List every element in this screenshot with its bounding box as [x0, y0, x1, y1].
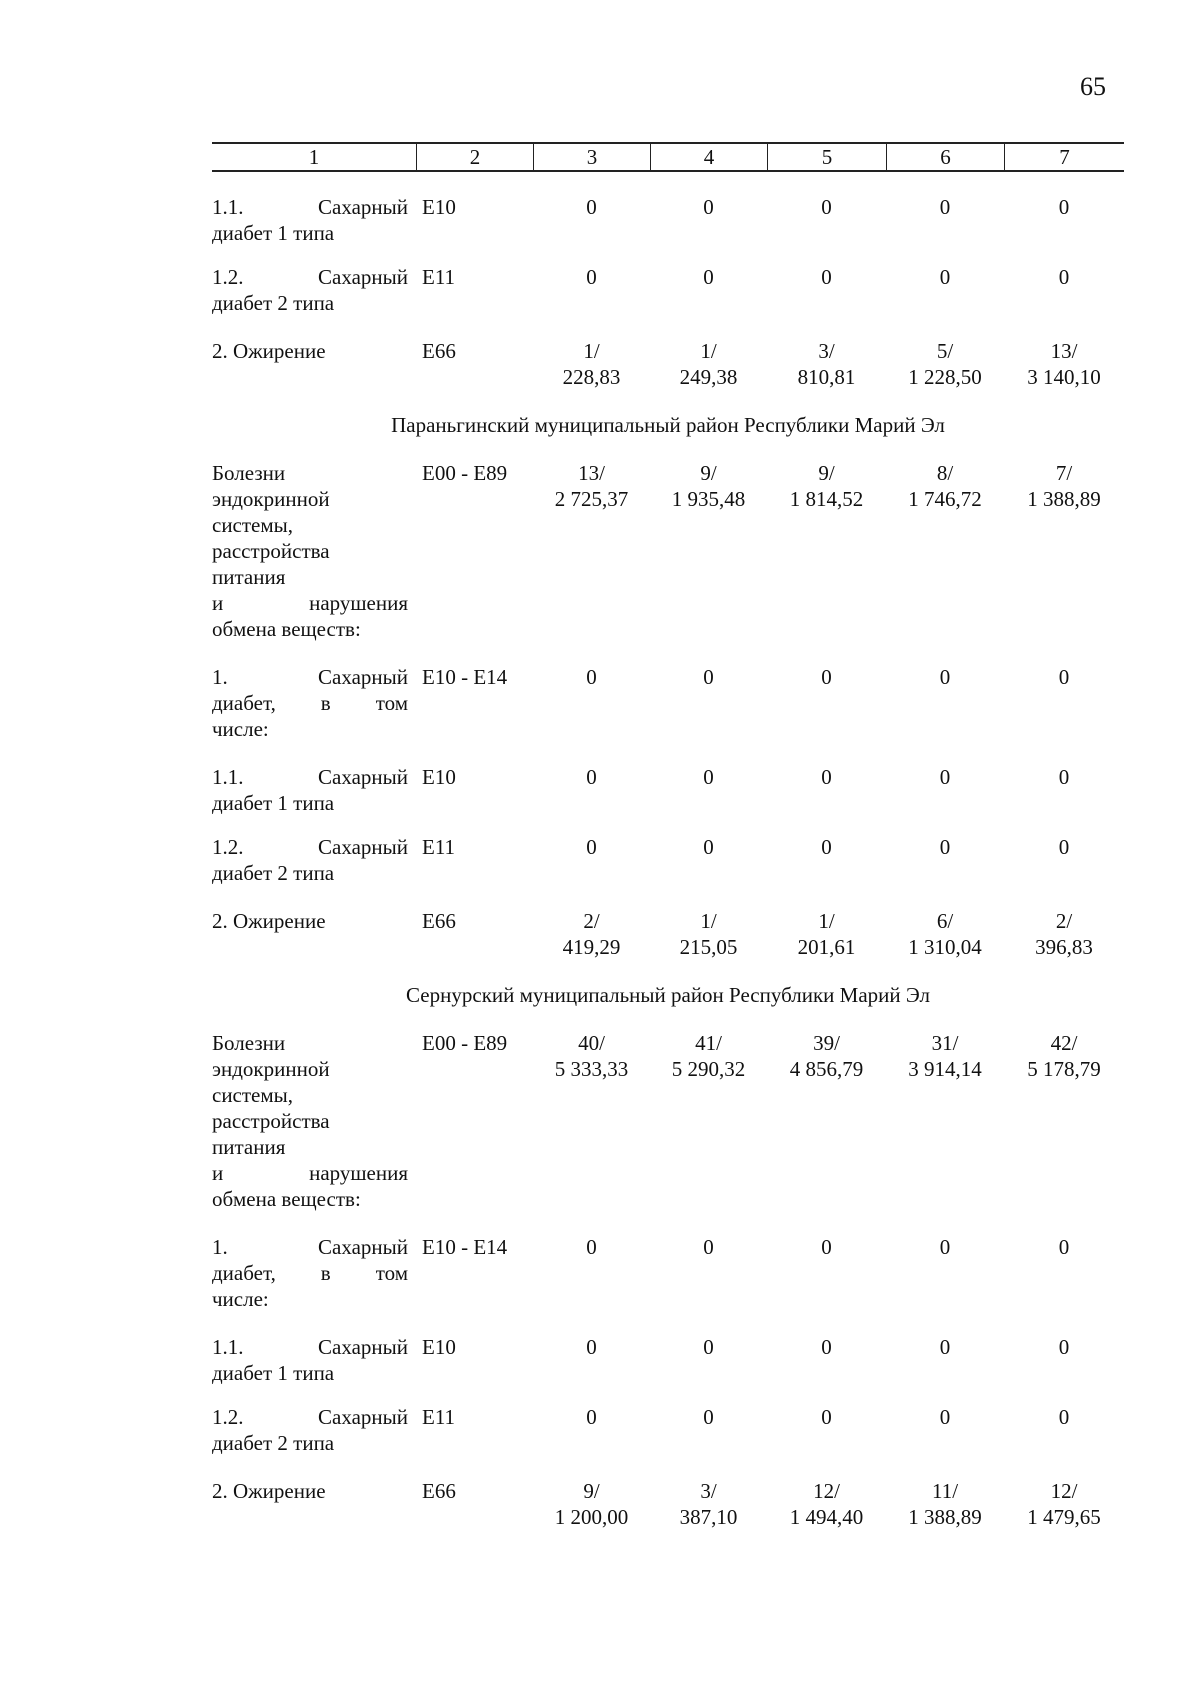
- value-cell-col-7: 0: [1058, 1335, 1070, 1359]
- table-row: [212, 908, 1124, 960]
- value-cell-col-6: 0: [939, 265, 951, 289]
- table-row: [212, 338, 1124, 390]
- column-header-4: 4: [650, 144, 767, 170]
- value-cell-col-3: 0: [586, 1335, 597, 1359]
- value-cell-col-4: 0: [703, 195, 714, 219]
- icd-code: E66: [422, 339, 456, 363]
- icd-code: E10 - E14: [422, 665, 508, 689]
- table-row: [212, 460, 1124, 642]
- value-cell-col-5: 0: [821, 665, 832, 689]
- value-cell-col-3: 0: [586, 265, 597, 289]
- table-row: [212, 834, 1124, 886]
- value-cell-col-5: 0: [821, 265, 832, 289]
- icd-code: E11: [422, 1405, 456, 1429]
- table-row: [212, 1334, 1124, 1386]
- value-cell-col-3: 0: [586, 665, 597, 689]
- icd-code: E00 - E89: [422, 1031, 508, 1055]
- value-cell-col-3: 9/ 1 200,00: [554, 1479, 629, 1529]
- column-header-7: 7: [1004, 144, 1124, 170]
- value-cell-col-6: 0: [939, 665, 951, 689]
- disease-name: 1. Сахарный диабет, в том числе:: [212, 1235, 408, 1311]
- column-header-5: 5: [767, 144, 886, 170]
- value-cell-col-7: 0: [1058, 1235, 1070, 1259]
- value-cell-col-4: 3/ 387,10: [679, 1479, 738, 1529]
- icd-code: E11: [422, 835, 456, 859]
- value-cell-col-7: 0: [1058, 1405, 1070, 1429]
- value-cell-col-5: 1/ 201,61: [797, 909, 856, 959]
- value-cell-col-4: 0: [703, 835, 714, 859]
- value-cell-col-7: 0: [1058, 765, 1070, 789]
- value-cell-col-5: 0: [821, 1405, 832, 1429]
- value-cell-col-5: 39/ 4 856,79: [789, 1031, 864, 1081]
- value-cell-col-4: 0: [703, 1235, 714, 1259]
- table-row: [212, 1030, 1124, 1212]
- table-row: [212, 764, 1124, 816]
- value-cell-col-7: 0: [1058, 265, 1070, 289]
- value-cell-col-3: 0: [586, 1235, 597, 1259]
- icd-code: E66: [422, 1479, 456, 1503]
- table-row: [212, 1234, 1124, 1312]
- disease-name: 2. Ожирение: [212, 1479, 326, 1503]
- value-cell-col-7: 0: [1058, 665, 1070, 689]
- value-cell-col-4: 0: [703, 1335, 714, 1359]
- value-cell-col-3: 13/ 2 725,37: [554, 461, 629, 511]
- value-cell-col-4: 9/ 1 935,48: [671, 461, 746, 511]
- disease-name: 1.2. Сахарный диабет 2 типа: [212, 1405, 408, 1455]
- disease-name: Болезни эндокринной системы, расстройства питания и нарушения обмена веществ:: [212, 1031, 408, 1211]
- value-cell-col-7: 13/ 3 140,10: [1027, 339, 1101, 389]
- value-cell-col-6: 0: [939, 1335, 951, 1359]
- value-cell-col-6: 6/ 1 310,04: [908, 909, 982, 959]
- value-cell-col-6: 0: [939, 765, 951, 789]
- disease-name: 1.2. Сахарный диабет 2 типа: [212, 265, 408, 315]
- icd-code: E00 - E89: [422, 461, 508, 485]
- table-row: [212, 1404, 1124, 1456]
- table-body: [212, 194, 1124, 1530]
- district-section-title: Параньгинский муниципальный район Республики Марий Эл: [391, 413, 945, 437]
- value-cell-col-6: 0: [939, 1405, 951, 1429]
- value-cell-col-7: 12/ 1 479,65: [1027, 1479, 1101, 1529]
- value-cell-col-3: 2/ 419,29: [562, 909, 621, 959]
- value-cell-col-7: 42/ 5 178,79: [1027, 1031, 1101, 1081]
- value-cell-col-5: 0: [821, 835, 832, 859]
- value-cell-col-6: 8/ 1 746,72: [908, 461, 982, 511]
- value-cell-col-6: 11/ 1 388,89: [908, 1479, 982, 1529]
- value-cell-col-4: 1/ 249,38: [679, 339, 738, 389]
- statistics-table: [212, 142, 1124, 1530]
- table-row: [212, 264, 1124, 316]
- disease-name: 1.1. Сахарный диабет 1 типа: [212, 765, 408, 815]
- value-cell-col-5: 9/ 1 814,52: [789, 461, 864, 511]
- value-cell-col-4: 1/ 215,05: [679, 909, 738, 959]
- table-header: [212, 142, 1124, 172]
- value-cell-col-3: 0: [586, 835, 597, 859]
- value-cell-col-5: 0: [821, 1235, 832, 1259]
- value-cell-col-4: 0: [703, 765, 714, 789]
- disease-name: Болезни эндокринной системы, расстройства питания и нарушения обмена веществ:: [212, 461, 408, 641]
- value-cell-col-5: 0: [821, 1335, 832, 1359]
- value-cell-col-7: 0: [1058, 195, 1070, 219]
- value-cell-col-7: 0: [1058, 835, 1070, 859]
- disease-name: 1.1. Сахарный диабет 1 типа: [212, 195, 408, 245]
- disease-name: 1.2. Сахарный диабет 2 типа: [212, 835, 408, 885]
- disease-name: 2. Ожирение: [212, 909, 326, 933]
- value-cell-col-6: 31/ 3 914,14: [908, 1031, 982, 1081]
- disease-name: 1. Сахарный диабет, в том числе:: [212, 665, 408, 741]
- district-section-title: Сернурский муниципальный район Республики Марий Эл: [406, 983, 930, 1007]
- column-header-3: 3: [533, 144, 650, 170]
- table-row: [212, 1478, 1124, 1530]
- value-cell-col-5: 0: [821, 195, 832, 219]
- table-row: [212, 194, 1124, 246]
- table-row: [212, 664, 1124, 742]
- value-cell-col-3: 1/ 228,83: [562, 339, 621, 389]
- value-cell-col-3: 0: [586, 195, 597, 219]
- value-cell-col-5: 0: [821, 765, 832, 789]
- icd-code: E11: [422, 265, 456, 289]
- value-cell-col-5: 3/ 810,81: [797, 339, 856, 389]
- value-cell-col-5: 12/ 1 494,40: [789, 1479, 864, 1529]
- value-cell-col-7: 2/ 396,83: [1035, 909, 1093, 959]
- icd-code: E10: [422, 765, 456, 789]
- icd-code: E10: [422, 195, 456, 219]
- icd-code: E66: [422, 909, 456, 933]
- value-cell-col-3: 40/ 5 333,33: [554, 1031, 629, 1081]
- column-header-1: 1: [308, 145, 320, 169]
- column-header-6: 6: [886, 144, 1004, 170]
- disease-name: 1.1. Сахарный диабет 1 типа: [212, 1335, 408, 1385]
- value-cell-col-6: 0: [939, 1235, 951, 1259]
- value-cell-col-4: 0: [703, 665, 714, 689]
- value-cell-col-6: 5/ 1 228,50: [908, 339, 982, 389]
- disease-name: 2. Ожирение: [212, 339, 326, 363]
- value-cell-col-6: 0: [939, 835, 951, 859]
- value-cell-col-4: 0: [703, 265, 714, 289]
- value-cell-col-7: 7/ 1 388,89: [1027, 461, 1101, 511]
- value-cell-col-4: 0: [703, 1405, 714, 1429]
- column-header-2: 2: [416, 144, 533, 170]
- icd-code: E10: [422, 1335, 456, 1359]
- value-cell-col-4: 41/ 5 290,32: [671, 1031, 746, 1081]
- icd-code: E10 - E14: [422, 1235, 508, 1259]
- value-cell-col-3: 0: [586, 765, 597, 789]
- page-number: 65: [1080, 72, 1106, 101]
- value-cell-col-3: 0: [586, 1405, 597, 1429]
- value-cell-col-6: 0: [939, 195, 951, 219]
